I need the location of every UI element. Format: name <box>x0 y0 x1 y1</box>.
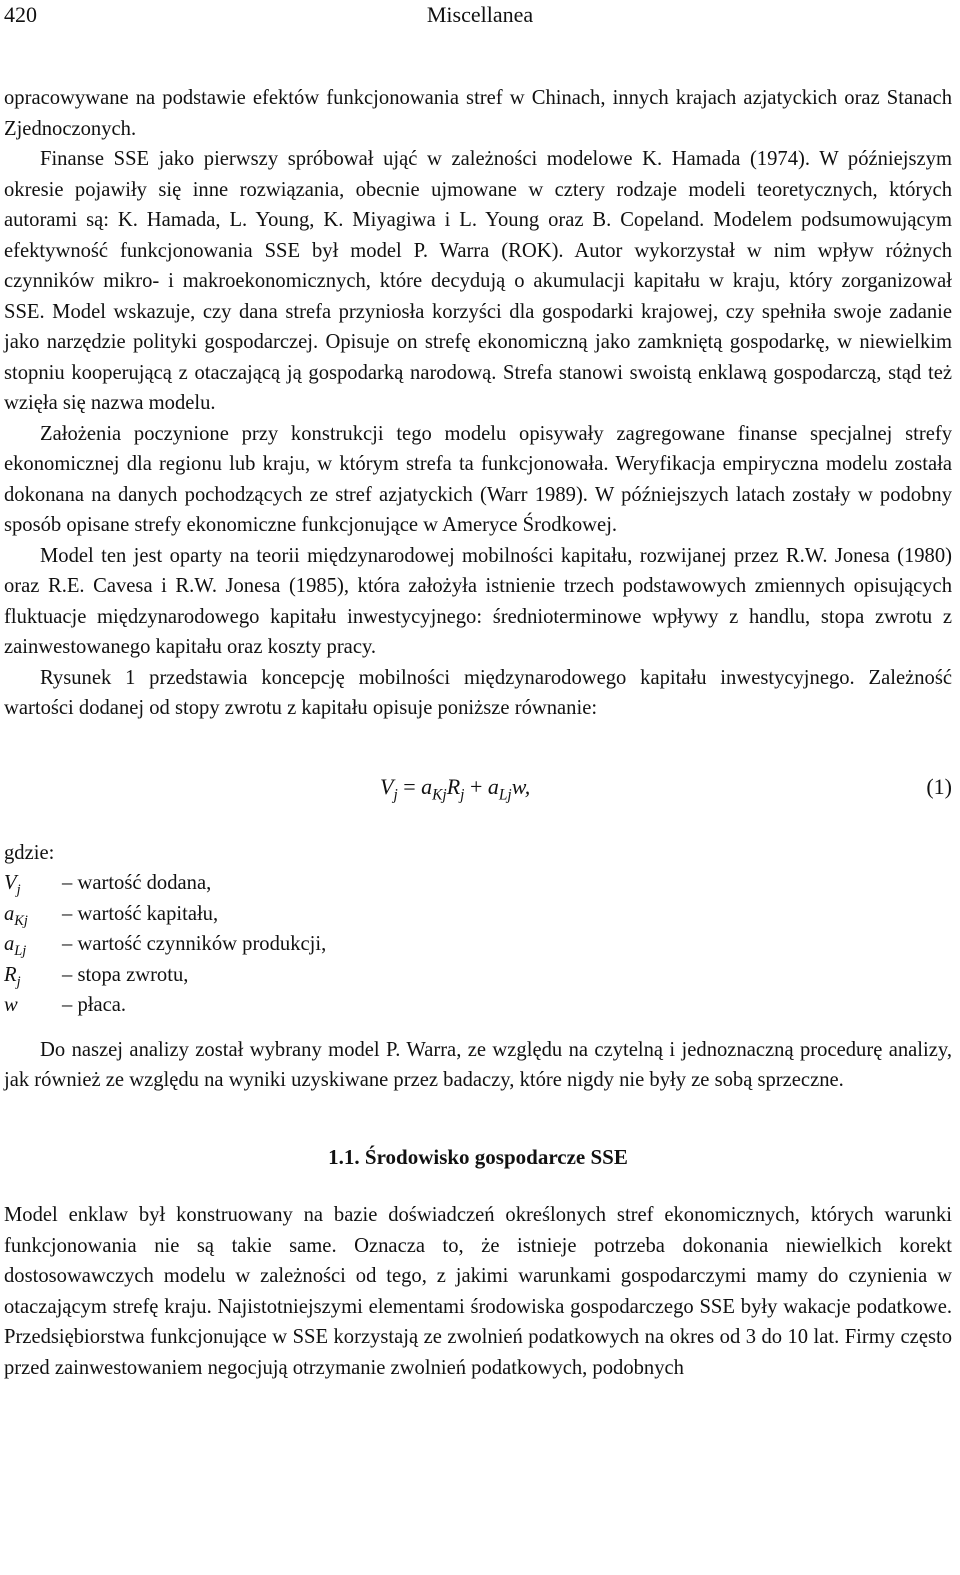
definition-text: – stopa zwrotu, <box>62 963 189 986</box>
definition-symbol: w <box>4 994 18 1016</box>
definition-symbol: $a_{Kj}$ <box>4 902 28 929</box>
where-label: gdzie: <box>4 841 55 864</box>
section-heading: 1.1. Środowisko gospodarcze SSE <box>328 1144 628 1169</box>
definition-text: – wartość kapitału, <box>62 902 219 925</box>
page-number: 420 <box>4 2 37 27</box>
paragraph: opracowywane na podstawie efektów funkcjonowania stref w Chinach, innych krajach azjatyckich oraz Stanach Zjednoczonych. <box>4 87 952 140</box>
definition-text: – płaca. <box>62 994 127 1016</box>
paragraph: Model ten jest oparty na teorii międzynarodowej mobilności kapitału, rozwijanej przez R.W. Jonesa (1980) oraz R.E. Cavesa i R.W. Jonesa (1985), która założyła istnienie trzech podstawowych zmiennych opisujących fluktuacje międzynarodowego kapitału inwestycyjnego: średnioterminowe wpływy z handlu, stopa zwrotu z zainwestowanego kapitału oraz koszty pracy. <box>4 544 952 658</box>
definition-symbol: $V_j$ <box>4 872 21 899</box>
paragraph: Model enklaw był konstruowany na bazie doświadczeń określonych stref ekonomicznych, których warunki funkcjonowania nie są takie same. Oznacza to, że istnieje potrzeba dokonania niewielkich korekt dostosowawczych modelu w zależności od tego, z jakimi warunkami gospodarczymi mamy do czynienia w otaczającym strefę kraju. Najistotniejszymi elementami środowiska gospodarczego SSE były wakacje podatkowe. Przedsiębiorstwa funkcjonujące w SSE korzystają ze zwolnień podatkowych na okres od 3 do 10 lat. Firmy często przed zainwestowaniem negocjują otrzymanie zwolnień podatkowych, podobnych <box>4 1204 952 1379</box>
equation-number: (1) <box>926 773 952 799</box>
running-title: Miscellanea <box>426 2 534 27</box>
paragraph: Założenia poczynione przy konstrukcji tego modelu opisywały zagregowane finanse specjalnej strefy ekonomicznej dla regionu lub kraju, w którym strefa ta funkcjonowała. Weryfikacja empiryczna modelu została dokonana na danych pochodzących ze stref azjatyckich (Warr 1989). W późniejszych latach zostały w podobny sposób opisane strefy ekonomiczne funkcjonujące w Ameryce Środkowej. <box>4 422 952 536</box>
page-header <box>0 0 960 40</box>
paragraph: Finanse SSE jako pierwszy spróbował ująć w zależności modelowe K. Hamada (1974). W późniejszym okresie pojawiły się inne rozwiązania, obecnie ujmowane w cztery rodzaje modeli teoretycznych, których autorami są: K. Hamada, L. Young, K. Miyagiwa i L. Young oraz B. Copeland. Modelem podsumowującym efektywność funkcjonowania SSE był model P. Warra (ROK). Autor wykorzystał w nim wpływ różnych czynników mikro- i makroekonomicznych, które decydują o akumulacji kapitału w kraju, który zorganizował SSE. Model wskazuje, czy dana strefa przyniosła korzyści dla gospodarki krajowej, czy spełniła swoje zadanie jako narzędzie polityki gospodarczej. Opisuje on strefę ekonomiczną jako zamkniętą gospodarkę, w niewielkim stopniu kooperującą z otaczającą ją gospodarką narodową. Strefa stanowi swoistą enklawą gospodarczą, stąd też wzięła się nazwa modelu. <box>4 148 952 414</box>
equation-row <box>4 770 952 803</box>
definition-symbol: $a_{Lj}$ <box>4 933 27 960</box>
definition-text: – wartość dodana, <box>62 872 212 894</box>
definition-item <box>4 899 952 930</box>
equation: $V_j = a_{Kj}R_j + a_{Lj}w$, <box>380 773 531 803</box>
definition-item <box>4 990 952 1021</box>
definition-list <box>4 868 952 1021</box>
page-body <box>4 83 952 1383</box>
paragraph: Rysunek 1 przedstawia koncepcję mobilności międzynarodowego kapitału inwestycyjnego. Zależność wartości dodanej od stopy zwrotu z kapitału opisuje poniższe równanie: <box>4 666 952 719</box>
definition-symbol: $R_j$ <box>4 963 21 990</box>
definition-item <box>4 960 952 991</box>
definition-item <box>4 868 952 899</box>
definition-text: – wartość czynników produkcji, <box>62 933 327 955</box>
paragraph: Do naszej analizy został wybrany model P. Warra, ze względu na czytelną i jednoznaczną procedurę analizy, jak również ze względu na wyniki uzyskiwane przez badaczy, które nigdy nie były ze sobą sprzeczne. <box>4 1038 952 1091</box>
definition-item <box>4 929 952 960</box>
